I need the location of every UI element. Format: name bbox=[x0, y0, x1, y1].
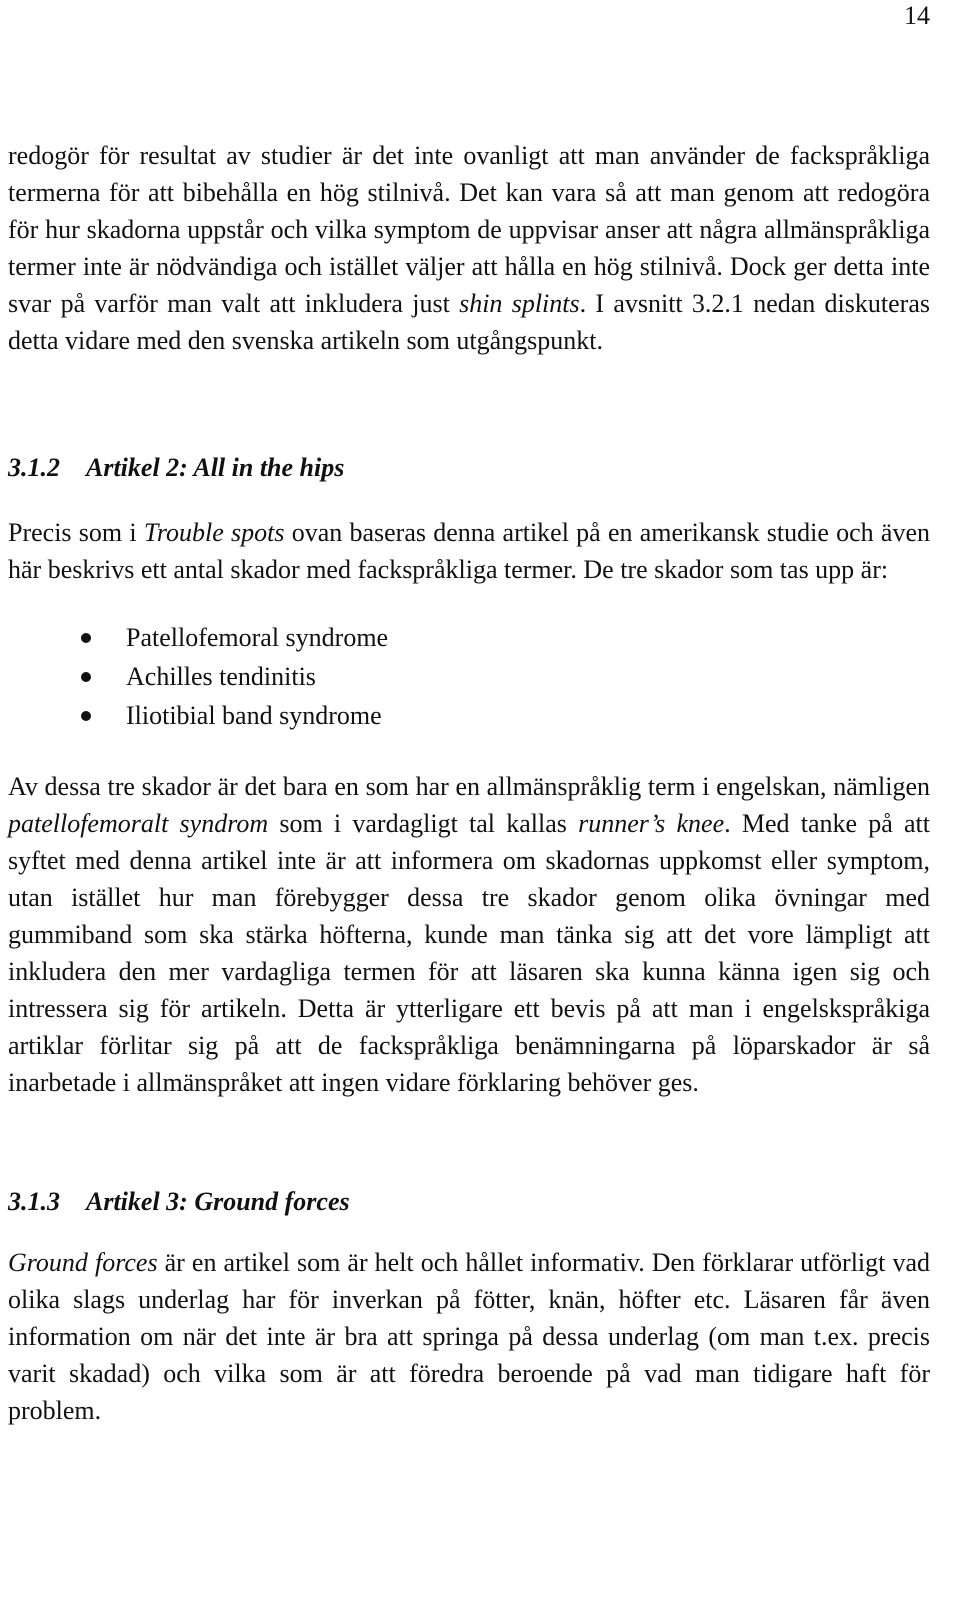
list-item: Achilles tendinitis bbox=[8, 657, 930, 696]
italic-term: runner’s knee bbox=[578, 809, 725, 838]
italic-term: shin splints bbox=[459, 289, 580, 318]
text-run: Av dessa tre skador är det bara en som har en allmänspråklig term i engelskan, nämligen bbox=[8, 772, 930, 801]
section-number: 3.1.3 bbox=[8, 1187, 60, 1216]
page-number: 14 bbox=[904, 1, 930, 30]
section-heading-3-1-3 bbox=[8, 1183, 930, 1220]
injury-list bbox=[8, 618, 930, 735]
document-body bbox=[8, 137, 930, 1429]
list-item: Iliotibial band syndrome bbox=[8, 696, 930, 735]
text-run: som i vardagligt tal kallas bbox=[268, 809, 579, 838]
italic-term: Trouble spots bbox=[143, 518, 285, 547]
text-run: Precis som i bbox=[8, 518, 144, 547]
text-run: . Med tanke på att syftet med denna artikel inte är att informera om skadornas uppkomst eller symptom, utan istället hur man förebygger dessa tre skador genom olika övningar med gummiband som ska stärka höfterna, kunde man tänka sig att det vore lämpligt att inkludera den mer vardagliga termen för att läsaren ska kunna känna igen sig och intressera sig för artikeln. Detta är ytterligare ett bevis på att man i engelskspråkiga artiklar förlitar sig på att de fackspråkliga benämningarna på löparskador är så inarbetade i allmänspråket att ingen vidare förklaring behöver ges. bbox=[8, 809, 930, 1097]
paragraph-2 bbox=[8, 514, 930, 588]
section-title: Artikel 3: Ground forces bbox=[86, 1187, 350, 1216]
bullet-icon bbox=[81, 672, 91, 682]
text-run: är en artikel som är helt och hållet informativ. Den förklarar utförligt vad olika slags underlag har för inverkan på fötter, knän, höfter etc. Läsaren får även information om när det inte är bra att springa på dessa underlag (om man t.ex. precis varit skadad) och vilka som är att föredra beroende på vad man tidigare haft för problem. bbox=[8, 1248, 930, 1425]
italic-term: patellofemoralt syndrom bbox=[8, 809, 269, 838]
paragraph-3 bbox=[8, 768, 930, 1101]
text-run: . I avsnitt 3.2.1 nedan diskuteras detta vidare med den svenska artikeln som utgångspunkt. bbox=[8, 289, 930, 355]
text-run: redogör för resultat av studier är det inte ovanligt att man använder de fackspråkliga termerna för att bibehålla en hög stilnivå. Det kan vara så att man genom att redogöra för hur skadorna uppstår och vilka symptom de uppvisar anser att några allmänspråkliga termer inte är nödvändiga och istället väljer att hålla en hög stilnivå. Dock ger detta inte svar på varför man valt att inkludera just bbox=[8, 141, 930, 318]
section-heading-3-1-2 bbox=[8, 449, 930, 486]
bullet-icon bbox=[81, 711, 91, 721]
section-title: Artikel 2: All in the hips bbox=[86, 453, 345, 482]
section-number: 3.1.2 bbox=[8, 453, 60, 482]
italic-term: Ground forces bbox=[8, 1248, 158, 1277]
paragraph-4 bbox=[8, 1244, 930, 1429]
bullet-icon bbox=[81, 633, 91, 643]
text-run: ovan baseras denna artikel på en amerikansk studie och även här beskrivs ett antal skador med fackspråkliga termer. De tre skador som tas upp är: bbox=[8, 518, 930, 584]
paragraph-1 bbox=[8, 137, 930, 359]
list-item: Patellofemoral syndrome bbox=[8, 618, 930, 657]
